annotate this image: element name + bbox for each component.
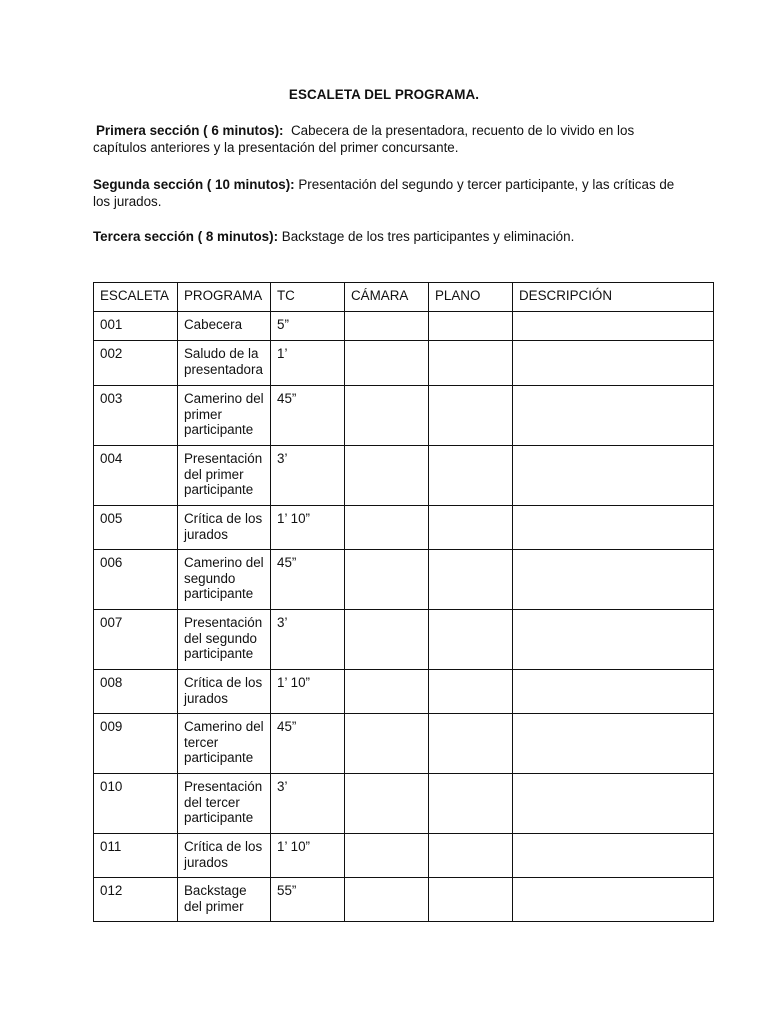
cell-programa: Crítica de los jurados bbox=[178, 834, 271, 878]
cell-escaleta: 006 bbox=[94, 550, 178, 610]
cell-programa: Presentación del tercer participante bbox=[178, 774, 271, 834]
cell-programa: Backstage del primer bbox=[178, 878, 271, 922]
table-row bbox=[94, 506, 714, 550]
cell-tc: 3’ bbox=[271, 446, 345, 506]
page-title: ESCALETA DEL PROGRAMA. bbox=[288, 87, 480, 102]
cell-escaleta: 007 bbox=[94, 610, 178, 670]
cell-escaleta: 003 bbox=[94, 386, 178, 446]
cell-camara bbox=[345, 774, 429, 834]
cell-programa: Crítica de los jurados bbox=[178, 506, 271, 550]
header-plano: PLANO bbox=[429, 283, 513, 312]
cell-descripcion bbox=[513, 386, 714, 446]
cell-camara bbox=[345, 714, 429, 774]
cell-escaleta: 001 bbox=[94, 312, 178, 341]
section-label: Segunda sección ( 10 minutos): bbox=[93, 177, 295, 192]
cell-camara bbox=[345, 341, 429, 386]
table-row bbox=[94, 550, 714, 610]
cell-plano bbox=[429, 774, 513, 834]
cell-descripcion bbox=[513, 610, 714, 670]
cell-tc: 45” bbox=[271, 386, 345, 446]
cell-tc: 3’ bbox=[271, 610, 345, 670]
cell-plano bbox=[429, 506, 513, 550]
section-text: Backstage de los tres participantes y eliminación. bbox=[281, 229, 575, 244]
section-label: Tercera sección ( 8 minutos): bbox=[93, 229, 279, 244]
cell-plano bbox=[429, 610, 513, 670]
cell-tc: 45” bbox=[271, 714, 345, 774]
cell-plano bbox=[429, 834, 513, 878]
table-row bbox=[94, 341, 714, 386]
cell-descripcion bbox=[513, 550, 714, 610]
cell-programa: Saludo de la presentadora bbox=[178, 341, 271, 386]
cell-escaleta: 005 bbox=[94, 506, 178, 550]
cell-camara bbox=[345, 386, 429, 446]
cell-programa: Camerino del segundo participante bbox=[178, 550, 271, 610]
header-camara: CÁMARA bbox=[345, 283, 429, 312]
cell-plano bbox=[429, 312, 513, 341]
header-descripcion: DESCRIPCIÓN bbox=[513, 283, 714, 312]
table-row bbox=[94, 834, 714, 878]
cell-camara bbox=[345, 670, 429, 714]
section-tercera bbox=[93, 228, 683, 245]
cell-tc: 5” bbox=[271, 312, 345, 341]
cell-plano bbox=[429, 714, 513, 774]
cell-programa: Camerino del tercer participante bbox=[178, 714, 271, 774]
cell-camara bbox=[345, 446, 429, 506]
cell-descripcion bbox=[513, 714, 714, 774]
table-row bbox=[94, 610, 714, 670]
cell-tc: 3’ bbox=[271, 774, 345, 834]
cell-plano bbox=[429, 550, 513, 610]
table-row bbox=[94, 312, 714, 341]
section-text: Presentación del segundo y tercer participante, y las críticas de los jurados. bbox=[93, 177, 675, 209]
cell-descripcion bbox=[513, 878, 714, 922]
cell-tc: 1’ bbox=[271, 341, 345, 386]
cell-plano bbox=[429, 341, 513, 386]
cell-tc: 1’ 10” bbox=[271, 506, 345, 550]
table-row bbox=[94, 714, 714, 774]
cell-escaleta: 002 bbox=[94, 341, 178, 386]
cell-escaleta: 012 bbox=[94, 878, 178, 922]
table-body bbox=[94, 312, 714, 922]
cell-programa: Presentación del segundo participante bbox=[178, 610, 271, 670]
cell-descripcion bbox=[513, 670, 714, 714]
cell-descripcion bbox=[513, 446, 714, 506]
cell-tc: 45” bbox=[271, 550, 345, 610]
table-row bbox=[94, 878, 714, 922]
cell-descripcion bbox=[513, 506, 714, 550]
cell-programa: Presentación del primer participante bbox=[178, 446, 271, 506]
section-primera bbox=[93, 122, 683, 156]
cell-descripcion bbox=[513, 774, 714, 834]
cell-programa: Cabecera bbox=[178, 312, 271, 341]
section-text: Cabecera de la presentadora, recuento de lo vivido en los capítulos anteriores y la presentación del primer concursante. bbox=[93, 123, 635, 155]
cell-plano bbox=[429, 670, 513, 714]
cell-escaleta: 008 bbox=[94, 670, 178, 714]
cell-plano bbox=[429, 878, 513, 922]
cell-camara bbox=[345, 550, 429, 610]
cell-descripcion bbox=[513, 341, 714, 386]
cell-escaleta: 009 bbox=[94, 714, 178, 774]
cell-programa: Camerino del primer participante bbox=[178, 386, 271, 446]
table-row bbox=[94, 386, 714, 446]
table-row bbox=[94, 446, 714, 506]
cell-plano bbox=[429, 386, 513, 446]
cell-camara bbox=[345, 610, 429, 670]
escaleta-table bbox=[93, 282, 714, 922]
cell-camara bbox=[345, 506, 429, 550]
table-row bbox=[94, 774, 714, 834]
section-segunda bbox=[93, 176, 683, 210]
header-tc: TC bbox=[271, 283, 345, 312]
cell-camara bbox=[345, 834, 429, 878]
cell-camara bbox=[345, 312, 429, 341]
cell-plano bbox=[429, 446, 513, 506]
cell-camara bbox=[345, 878, 429, 922]
cell-descripcion bbox=[513, 834, 714, 878]
cell-escaleta: 004 bbox=[94, 446, 178, 506]
section-label: Primera sección ( 6 minutos): bbox=[96, 123, 284, 138]
cell-escaleta: 011 bbox=[94, 834, 178, 878]
cell-programa: Crítica de los jurados bbox=[178, 670, 271, 714]
cell-descripcion bbox=[513, 312, 714, 341]
table-header-row bbox=[94, 283, 714, 312]
header-escaleta: ESCALETA bbox=[94, 283, 178, 312]
cell-escaleta: 010 bbox=[94, 774, 178, 834]
cell-tc: 55” bbox=[271, 878, 345, 922]
header-programa: PROGRAMA bbox=[178, 283, 271, 312]
table-row bbox=[94, 670, 714, 714]
cell-tc: 1’ 10” bbox=[271, 670, 345, 714]
cell-tc: 1’ 10” bbox=[271, 834, 345, 878]
